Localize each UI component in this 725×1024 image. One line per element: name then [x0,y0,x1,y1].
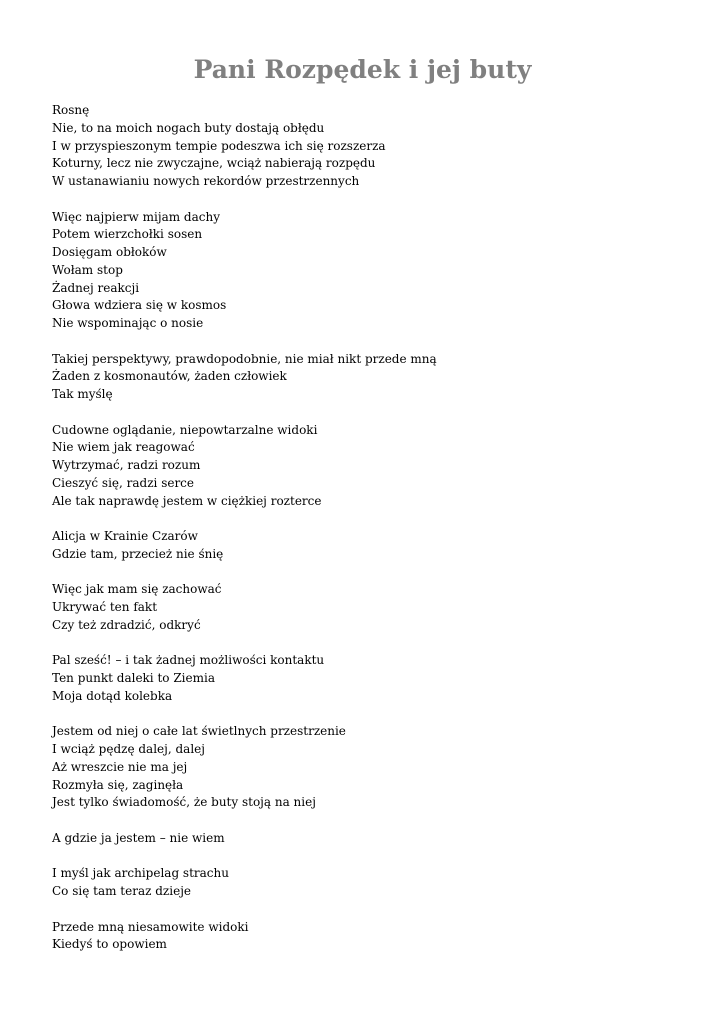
poem-line: I myśl jak archipelag strachu [52,866,229,881]
poem-line: Więc jak mam się zachować [52,582,222,597]
poem-line: I wciąż pędzę dalej, dalej [52,742,205,756]
poem-line: Przede mną niesamowite widoki [52,919,249,934]
poem-line: Co się tam teraz dzieje [52,884,192,898]
poem-line: Wytrzymać, radzi rozum [52,458,201,472]
poem-line: Ale tak naprawdę jestem w ciężkiej rozterce [52,493,322,508]
stanza [52,723,692,812]
poem-line: Moja dotąd kolebka [52,688,173,703]
poem-line: Wołam stop [52,262,123,277]
poem-line: Jestem od niej o całe lat świetlnych przestrzenie [52,724,346,739]
stanza [52,830,692,848]
poem-line: Jest tylko świadomość, że buty stoją na niej [52,795,316,810]
poem-line: Alicja w Krainie Czarów [52,529,198,543]
poem-line: Rosnę [52,103,90,117]
poem-line: Koturny, lecz nie zwyczajne, wciąż nabierają rozpędu [52,156,376,171]
poem-line: Nie, to na moich nogach buty dostają obłędu [52,120,325,135]
poem-line: Nie wspominając o nosie [52,316,204,330]
stanza [52,652,692,705]
stanza [52,581,692,634]
poem-line: Kiedyś to opowiem [52,937,167,952]
poem-line: W ustanawianiu nowych rekordów przestrzennych [52,174,360,188]
stanza [52,919,692,955]
poem-line: Aż wreszcie nie ma jej [52,759,188,774]
stanza [52,865,692,901]
poem-line: Pal sześć! – i tak żadnej możliwości kontaktu [52,653,325,668]
stanza [52,209,692,333]
stanza [52,528,692,564]
poem-line: Potem wierzchołki sosen [52,227,203,242]
poem-line: Żaden z kosmonautów, żaden człowiek [52,369,287,384]
poem-line: Ten punkt daleki to Ziemia [52,671,215,685]
poem-line: Dosięgam obłoków [52,245,167,259]
stanza [52,351,692,404]
poem-line: Takiej perspektywy, prawdopodobnie, nie miał nikt przede mną [52,351,437,366]
poem-line: Czy też zdradzić, odkryć [52,617,201,632]
poem-line: Rozmyła się, zaginęła [52,777,184,792]
poem-line: Głowa wdziera się w kosmos [52,298,227,313]
poem-title: Pani Rozpędek i jej buty [193,55,532,84]
poem-line: Cudowne oglądanie, niepowtarzalne widoki [52,422,318,437]
poem-line: Więc najpierw mijam dachy [52,209,220,224]
poem-line: Nie wiem jak reagować [52,440,195,455]
poem-line: Tak myślę [52,387,113,401]
poem-line: I w przyspieszonym tempie podeszwa ich się rozszerza [52,138,386,153]
poem-body [52,102,692,972]
poem-line: Ukrywać ten fakt [52,600,158,614]
stanza [52,422,692,511]
poem-line: A gdzie ja jestem – nie wiem [52,830,225,845]
poem-line: Gdzie tam, przecież nie śnię [52,546,224,561]
poem-line: Cieszyć się, radzi serce [52,475,195,490]
poem-line: Żadnej reakcji [52,280,140,295]
stanza [52,102,692,191]
